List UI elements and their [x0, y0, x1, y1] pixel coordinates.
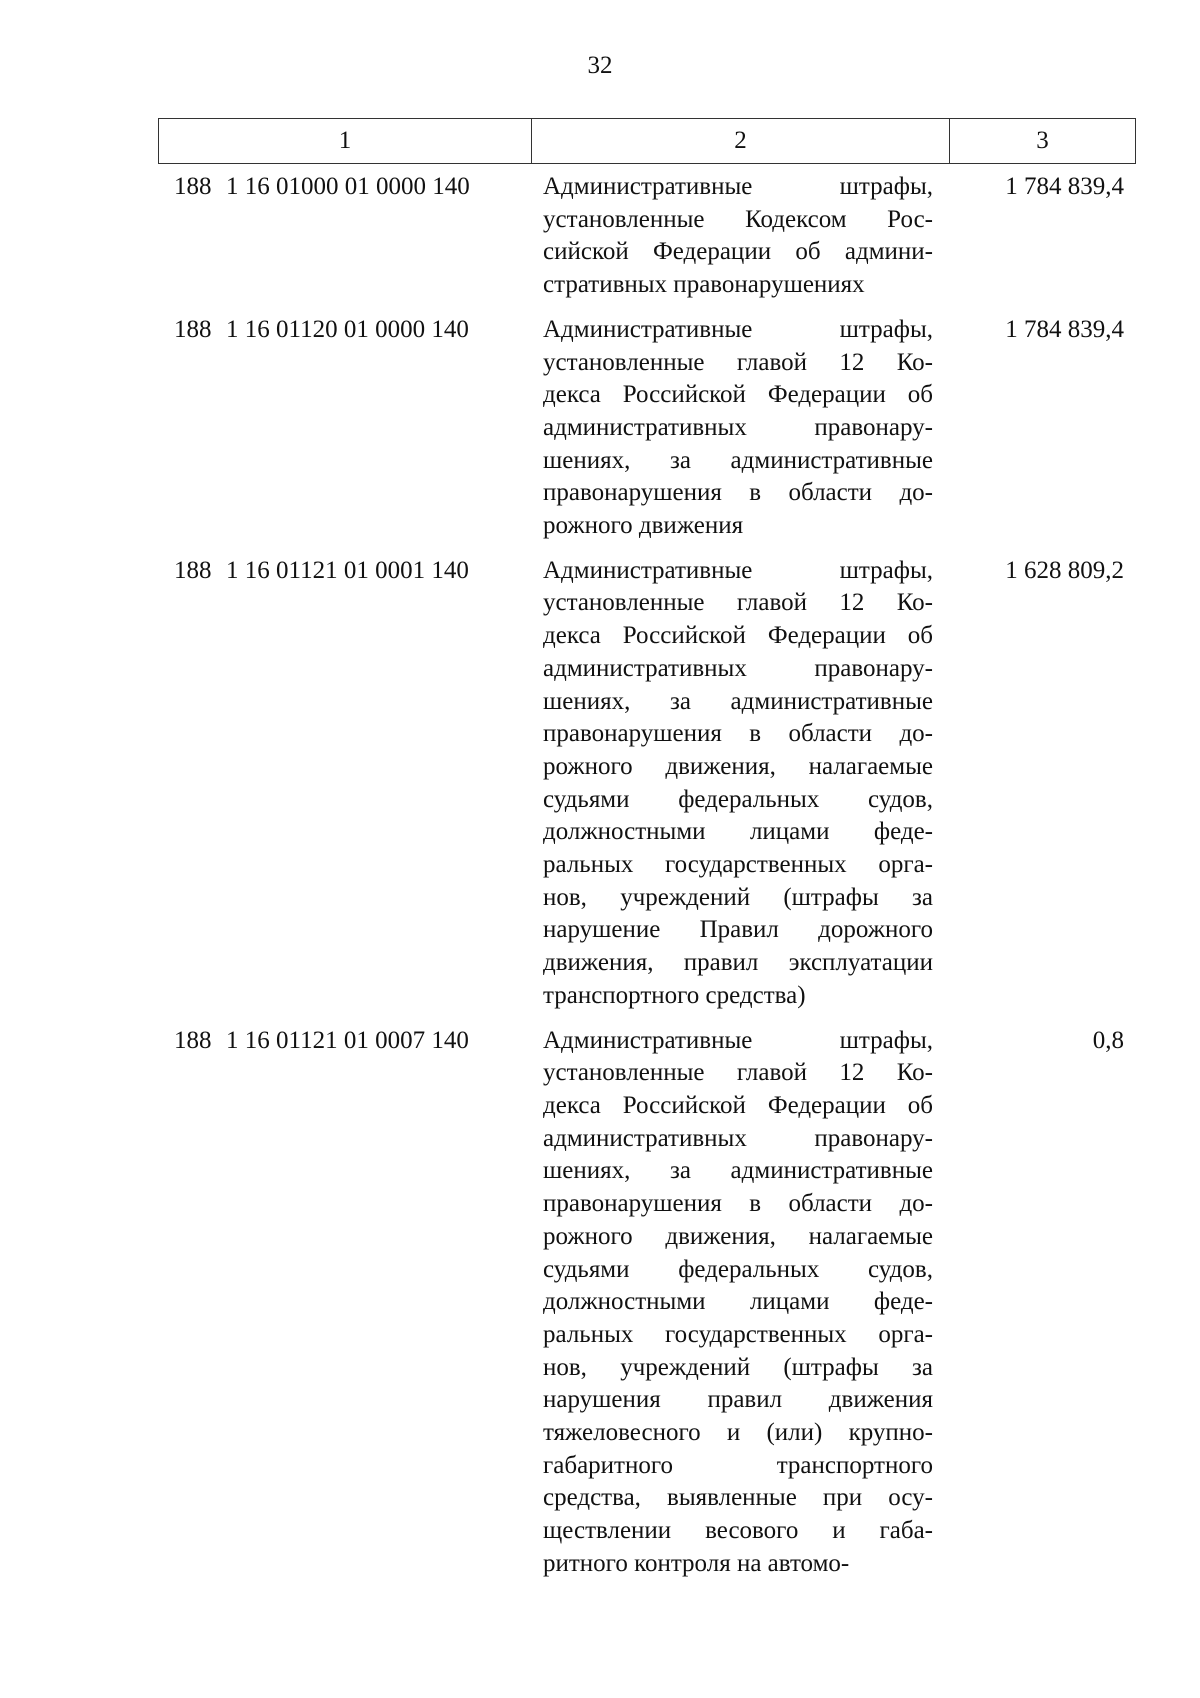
- income-name-line: нарушения правил движения: [543, 1386, 933, 1414]
- income-name-line: установленные главой 12 Ко-: [543, 1059, 933, 1087]
- income-name-line: стративных правонарушениях: [543, 271, 865, 299]
- income-name-line: нарушение Правил дорожного: [543, 916, 933, 944]
- table-body: [158, 171, 1136, 1593]
- column-number-2: 2: [532, 119, 950, 163]
- income-name-line: административных правонару-: [543, 654, 933, 682]
- budget-classification-code: 1 16 01000 01 0000 140: [226, 173, 470, 200]
- income-name-line: средства, выявленные при осу-: [543, 1484, 933, 1512]
- income-name-line: должностными лицами феде-: [543, 1288, 933, 1316]
- column-number-3: 3: [1036, 127, 1049, 154]
- income-name-line: тяжеловесного и (или) крупно-: [543, 1419, 933, 1447]
- income-name-line: правонарушения в области до-: [543, 1190, 933, 1218]
- income-name-line: рожного движения, налагаемые: [543, 1222, 933, 1250]
- income-name-line: правонарушения в области до-: [543, 479, 933, 507]
- budget-classification-code: 1 16 01121 01 0007 140: [226, 1026, 469, 1054]
- income-name-line: декса Российской Федерации об: [543, 381, 933, 409]
- income-name-line: судьями федеральных судов,: [543, 785, 933, 813]
- income-name-line: нов, учреждений (штрафы за: [543, 1353, 933, 1381]
- income-name-line: Административные штрафы,: [543, 173, 933, 200]
- income-name-line: рожного движения, налагаемые: [543, 752, 933, 780]
- income-name-line: шениях, за административные: [543, 446, 933, 474]
- amount-value: 1 784 839,4: [1005, 173, 1124, 200]
- income-name-line: ральных государственных орга-: [543, 1320, 933, 1348]
- income-name-line: сийской Федерации об админи-: [543, 238, 933, 266]
- income-name-line: правонарушения в области до-: [543, 720, 933, 748]
- amount-value: 0,8: [1092, 1026, 1124, 1054]
- administrator-code: 188: [174, 1026, 212, 1054]
- administrator-code: 188: [174, 556, 212, 584]
- income-name-line: Административные штрафы,: [543, 556, 933, 584]
- income-name-line: габаритного транспортного: [543, 1451, 933, 1479]
- administrator-code: 188: [174, 173, 212, 200]
- amount-value: 1 784 839,4: [1005, 315, 1124, 343]
- budget-classification-code: 1 16 01120 01 0000 140: [226, 315, 469, 343]
- income-name-line: Административные штрафы,: [543, 315, 933, 343]
- income-name-line: декса Российской Федерации об: [543, 622, 933, 650]
- income-name-line: Административные штрафы,: [543, 1026, 933, 1054]
- table-row: [158, 555, 1136, 1013]
- amount-value: 1 628 809,2: [1005, 556, 1124, 584]
- budget-classification-code: 1 16 01121 01 0001 140: [226, 556, 469, 584]
- table-row: [158, 314, 1136, 543]
- income-name: [531, 314, 949, 543]
- income-name-line: декса Российской Федерации об: [543, 1091, 933, 1119]
- administrator-code: 188: [174, 315, 212, 343]
- income-name-line: установленные главой 12 Ко-: [543, 348, 933, 376]
- income-name-line: шениях, за административные: [543, 1157, 933, 1185]
- table-row: [158, 1025, 1136, 1581]
- income-name-line: ритного контроля на автомо-: [543, 1549, 850, 1577]
- income-name-line: установленные главой 12 Ко-: [543, 589, 933, 617]
- income-name-line: ральных государственных орга-: [543, 851, 933, 879]
- income-name-line: установленные Кодексом Рос-: [543, 205, 933, 233]
- income-name: [531, 171, 949, 302]
- table-column-numbers: [158, 118, 1136, 164]
- income-name-line: шениях, за административные: [543, 687, 933, 715]
- income-name-line: рожного движения: [543, 512, 744, 540]
- income-name-line: движения, правил эксплуатации: [543, 949, 933, 977]
- income-name-line: административных правонару-: [543, 413, 933, 441]
- income-name: [531, 555, 949, 1013]
- table-row: [158, 171, 1136, 302]
- income-name-line: транспортного средства): [543, 981, 806, 1009]
- income-name-line: ществлении весового и габа-: [543, 1517, 933, 1545]
- income-name-line: судьями федеральных судов,: [543, 1255, 933, 1283]
- column-number-1: 1: [159, 119, 532, 163]
- income-name-line: нов, учреждений (штрафы за: [543, 883, 933, 911]
- income-name-line: должностными лицами феде-: [543, 818, 933, 846]
- page-number: 32: [587, 52, 613, 79]
- income-name-line: административных правонару-: [543, 1124, 933, 1152]
- income-name: [531, 1025, 949, 1581]
